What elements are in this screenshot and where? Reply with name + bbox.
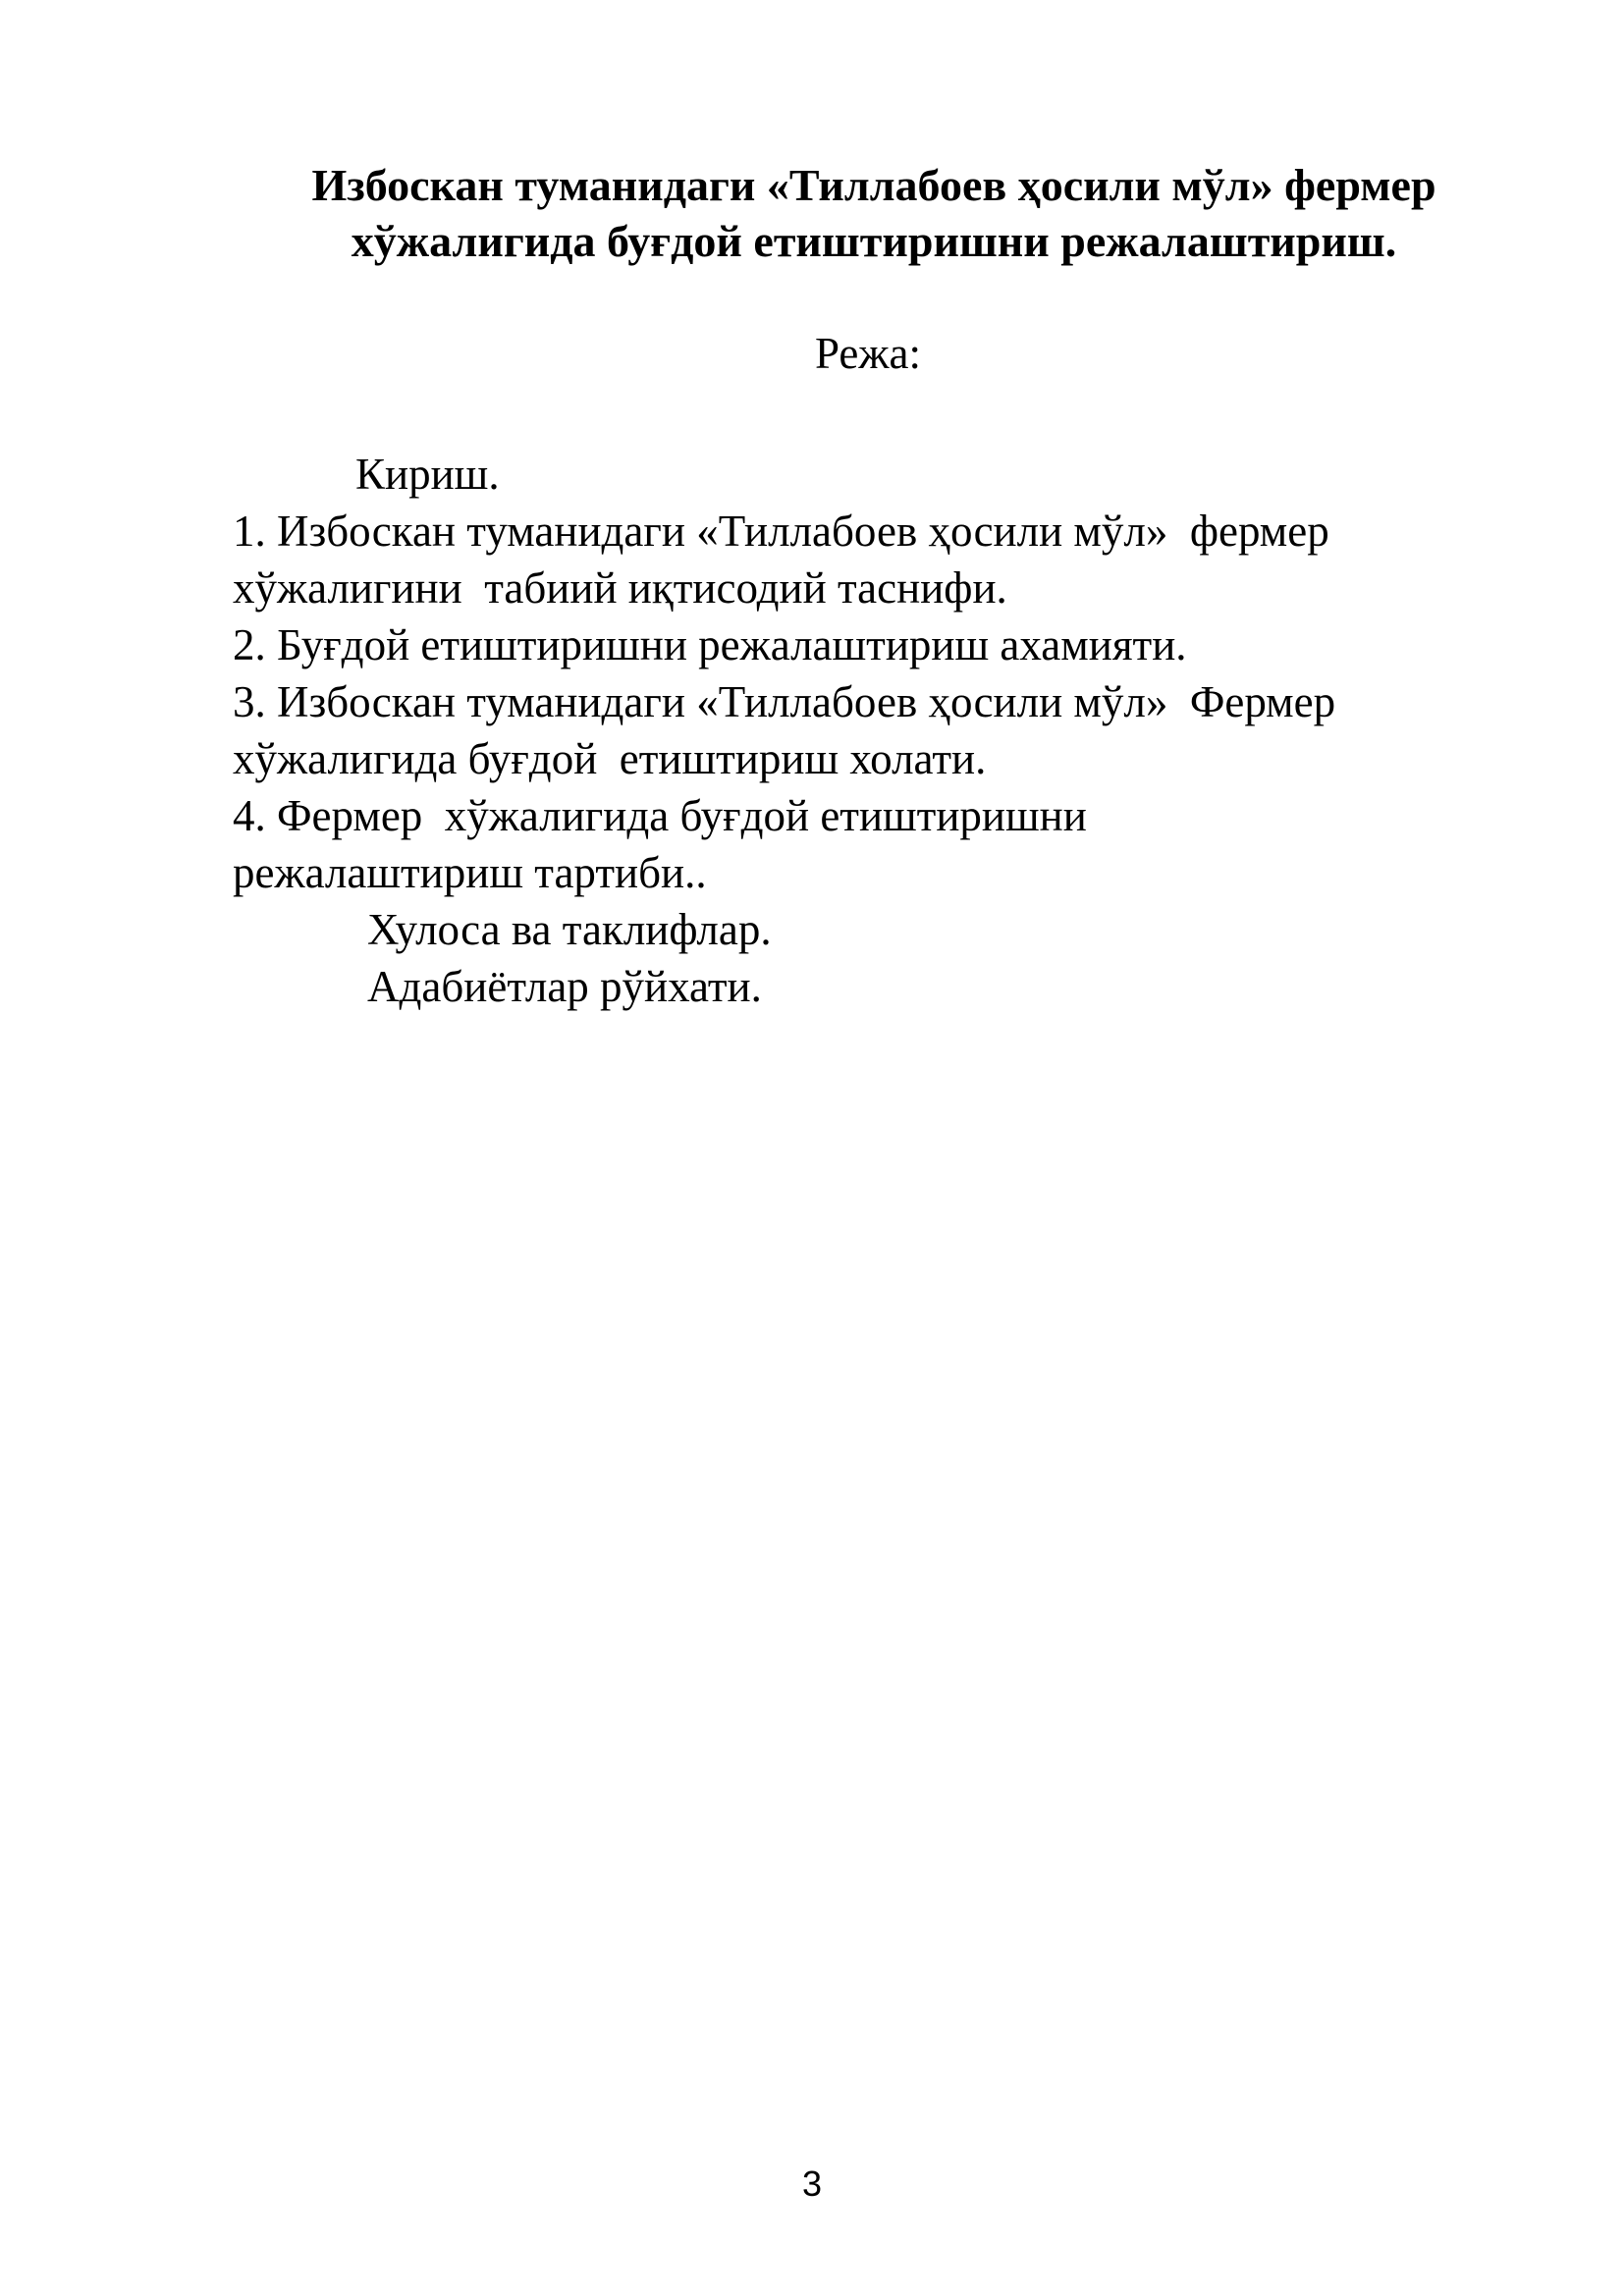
plan-heading: Режа: xyxy=(815,329,921,378)
toc-item-2: 2. Буғдой етиштиришни режалаштириш ахамияти. xyxy=(233,620,1187,669)
document-title-line-2: хўжалигида буғдой етиштиришни режалаштириш. xyxy=(351,216,1397,266)
document-title-line-1: Избоскан туманидаги «Тиллабоев ҳосили мўл» фермер xyxy=(311,160,1436,210)
toc-item-4-line-2: режалаштириш тартиби.. xyxy=(233,848,707,897)
table-of-contents xyxy=(233,446,1529,1015)
toc-item-bibliography: Адабиётлар рўйхати. xyxy=(367,962,762,1011)
toc-item-conclusion: Хулоса ва таклифлар. xyxy=(367,905,772,954)
toc-item-introduction: Кириш. xyxy=(355,450,500,499)
toc-item-1-line-1: 1. Избоскан туманидаги «Тиллабоев ҳосили мўл» фермер xyxy=(233,507,1329,556)
toc-item-3-line-2: хўжалигида буғдой етиштириш холати. xyxy=(233,734,987,783)
page-number: 3 xyxy=(801,2163,823,2204)
document-title xyxy=(177,157,1571,269)
toc-item-4-line-1: 4. Фермер хўжалигида буғдой етиштиришни xyxy=(233,791,1087,840)
toc-item-3-line-1: 3. Избоскан туманидаги «Тиллабоев ҳосили мўл» Фермер xyxy=(233,677,1336,726)
toc-item-1-line-2: хўжалигини табиий иқтисодий таснифи. xyxy=(233,563,1007,613)
